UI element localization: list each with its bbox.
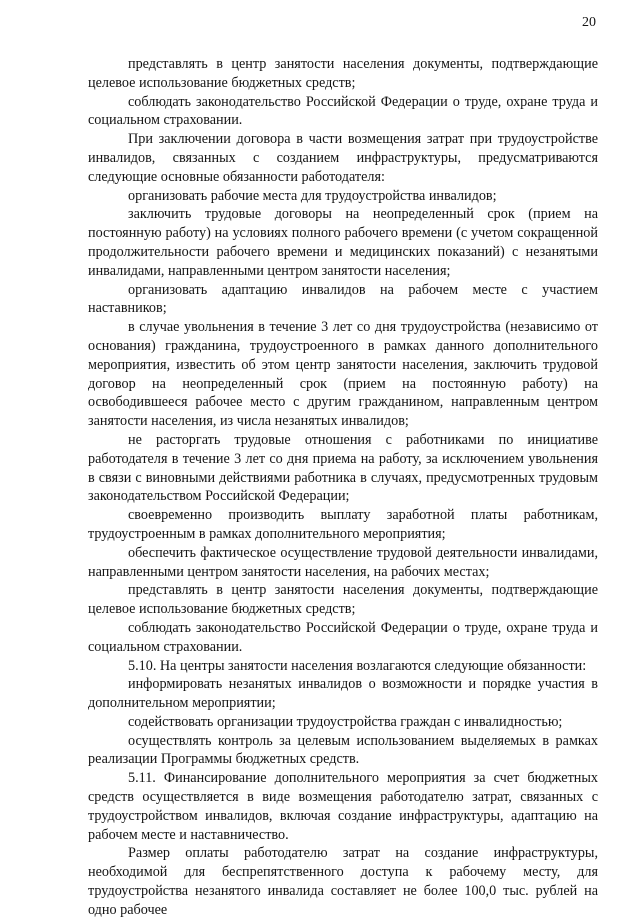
- paragraph: информировать незанятых инвалидов о возможности и порядке участия в дополнительном мероприятии;: [88, 676, 598, 712]
- paragraph: в случае увольнения в течение 3 лет со дня трудоустройства (независимо от основания) гражданина, трудоустроенного в рамках данного дополнительного мероприятия, известить об этом центр занятости населения, заключить трудовой договор на неопределенный срок (прием на постоянную работу) на освободившееся рабочее место с другим гражданином, направленным центром занятости населения, из числа незанятых инвалидов;: [88, 319, 598, 430]
- paragraph: представлять в центр занятости населения документы, подтверждающие целевое использование бюджетных средств;: [88, 582, 598, 618]
- paragraph: не расторгать трудовые отношения с работниками по инициативе работодателя в течение 3 лет со дня приема на работу, за исключением увольнения в связи с виновными действиями работника в случаях, предусмотренных трудовым законодательством Российской Федерации;: [88, 431, 598, 505]
- page-number: 20: [582, 15, 596, 30]
- paragraph: 5.10. На центры занятости населения возлагаются следующие обязанности:: [128, 657, 587, 674]
- paragraph: При заключении договора в части возмещения затрат при трудоустройстве инвалидов, связанных с созданием инфраструктуры, предусматриваются следующие основные обязанности работодателя:: [88, 131, 598, 185]
- paragraph: Размер оплаты работодателю затрат на создание инфраструктуры, необходимой для беспрепятственного доступа к рабочему месту, для трудоустройства незанятого инвалида составляет не более 100,0 тыс. рублей на одно рабочее: [88, 845, 598, 918]
- paragraph: обеспечить фактическое осуществление трудовой деятельности инвалидами, направленными центром занятости населения, на рабочих местах;: [88, 544, 598, 580]
- paragraph: соблюдать законодательство Российской Федерации о труде, охране труда и социальном страховании.: [88, 93, 598, 129]
- paragraph: осуществлять контроль за целевым использованием выделяемых в рамках реализации Программы бюджетных средств.: [88, 732, 598, 768]
- paragraph: организовать адаптацию инвалидов на рабочем месте с участием наставников;: [88, 281, 598, 317]
- paragraph: своевременно производить выплату заработной платы работникам, трудоустроенным в рамках дополнительного мероприятия;: [88, 507, 598, 542]
- body-text: [88, 55, 598, 920]
- paragraph: представлять в центр занятости населения документы, подтверждающие целевое использование бюджетных средств;: [88, 56, 598, 91]
- paragraph: заключить трудовые договоры на неопределенный срок (прием на постоянную работу) на условиях полного рабочего времени (с учетом сокращенной продолжительности рабочего времени и медицинских показаний) с незанятыми инвалидами, направленными центром занятости населения;: [88, 206, 598, 279]
- paragraph: 5.11. Финансирование дополнительного мероприятия за счет бюджетных средств осуществляется в виде возмещения работодателю затрат, связанных с трудоустройством инвалидов, включая создание инфраструктуры, адаптацию на рабочем месте и наставничество.: [88, 770, 598, 843]
- paragraph: организовать рабочие места для трудоустройства инвалидов;: [128, 187, 497, 204]
- paragraph: соблюдать законодательство Российской Федерации о труде, охране труда и социальном страховании.: [88, 619, 598, 655]
- paragraph: содействовать организации трудоустройства граждан с инвалидностью;: [128, 713, 563, 730]
